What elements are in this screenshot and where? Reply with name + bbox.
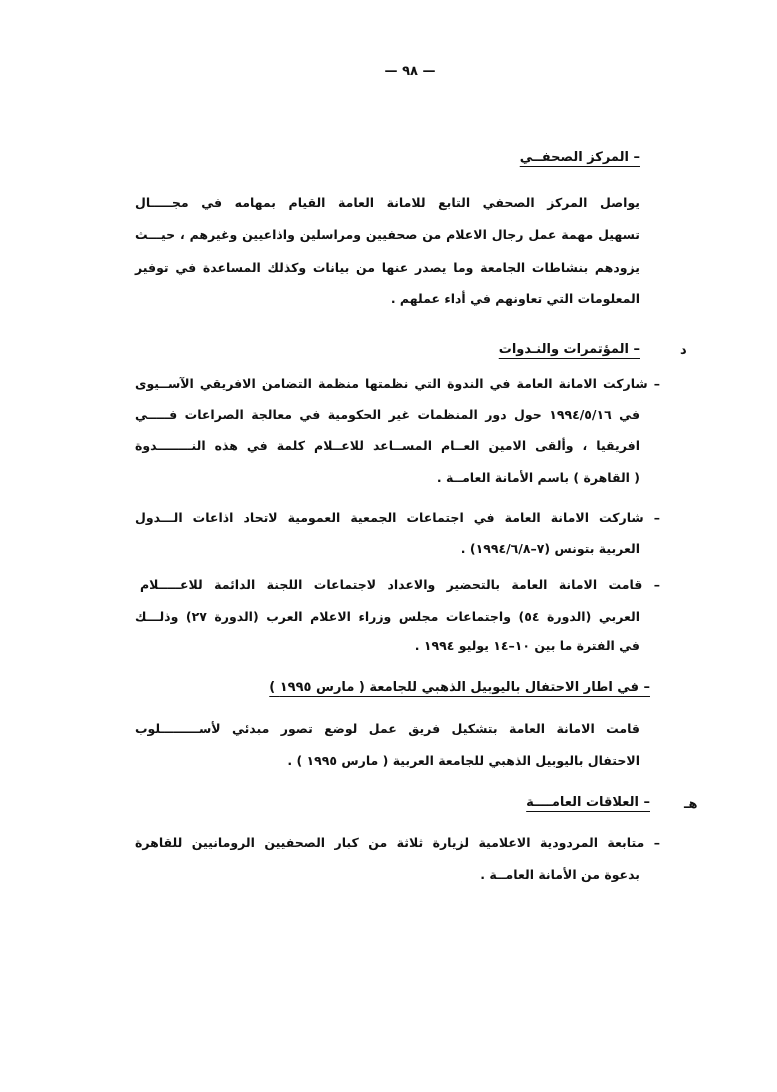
section-marker: هـ <box>684 797 698 812</box>
bullet-line: – قامت الامانة العامة بالتحضير والاعداد لاجتماعات اللجنة الدائمة للاعـــــلام <box>140 577 660 592</box>
paragraph-line: الاحتفال باليوبيل الذهبي للجامعة العربية ( مارس ١٩٩٥ ) . <box>287 753 640 768</box>
heading-text: – في اطار الاحتفال باليوبيل الذهبي للجامعة ( مارس ١٩٩٥ ) <box>269 680 650 695</box>
paragraph-line: قامت الامانة العامة بتشكيل فريق عمل لوضع تصور مبدئي لأســـــــــلوب <box>135 721 640 736</box>
paragraph-line: المعلومات التي تعاونهم في أداء عملهم . <box>390 291 640 306</box>
heading-text: – العلاقات العامــــة <box>526 795 650 810</box>
page-number: — ٩٨ — <box>384 64 436 79</box>
bullet-line: – شاركت الامانة العامة في اجتماعات الجمعية العمومية لاتحاد اذاعات الـــدول <box>135 510 660 525</box>
heading-text: – المركز الصحفــي <box>519 150 640 165</box>
bullet-line: العربية بتونس (٧–١٩٩٤/٦/٨) . <box>460 541 640 556</box>
heading-public-relations <box>526 795 650 810</box>
paragraph-line: يواصل المركز الصحفي التابع للامانة العامة القيام بمهامه في مجـــــال <box>135 195 640 210</box>
heading-text: – المؤتمرات والنـدوات <box>498 342 640 357</box>
paragraph-line: يزودهم بنشاطات الجامعة وما يصدر عنها من بيانات وكذلك المساعدة في توفير <box>135 260 640 275</box>
bullet-line: بدعوة من الأمانة العامــة . <box>480 867 640 882</box>
bullet-line: افريقيا ، وألقى الامين العــام المســاعد للاعــلام كلمة في هذه النــــــــدوة <box>135 438 640 453</box>
section-marker: د <box>680 343 687 358</box>
bullet-line: ( القاهرة ) باسم الأمانة العامــة . <box>436 470 640 485</box>
heading-conferences <box>499 342 640 357</box>
bullet-line: – متابعة المردودية الاعلامية لزيارة ثلاثة من كبار الصحفيين الرومانيين للقاهرة <box>135 835 660 850</box>
bullet-line: في الفترة ما بين ١٠–١٤ يوليو ١٩٩٤ . <box>414 638 640 653</box>
heading-press-center <box>520 150 640 165</box>
bullet-line: في ١٩٩٤/٥/١٦ حول دور المنظمات غير الحكومية في معالجة الصراعات فـــــي <box>135 407 641 422</box>
bullet-line: العربي (الدورة ٥٤) واجتماعات مجلس وزراء الاعلام العرب (الدورة ٢٧) وذلـــك <box>135 609 641 624</box>
bullet-line: – شاركت الامانة العامة في الندوة التي نظمتها منظمة التضامن الافريقي الآســيوى <box>135 376 660 391</box>
heading-golden-jubilee <box>269 680 650 695</box>
paragraph-line: تسهيل مهمة عمل رجال الاعلام من صحفيين ومراسلين واذاعيين وغيرهم ، حيـــث <box>135 227 640 242</box>
